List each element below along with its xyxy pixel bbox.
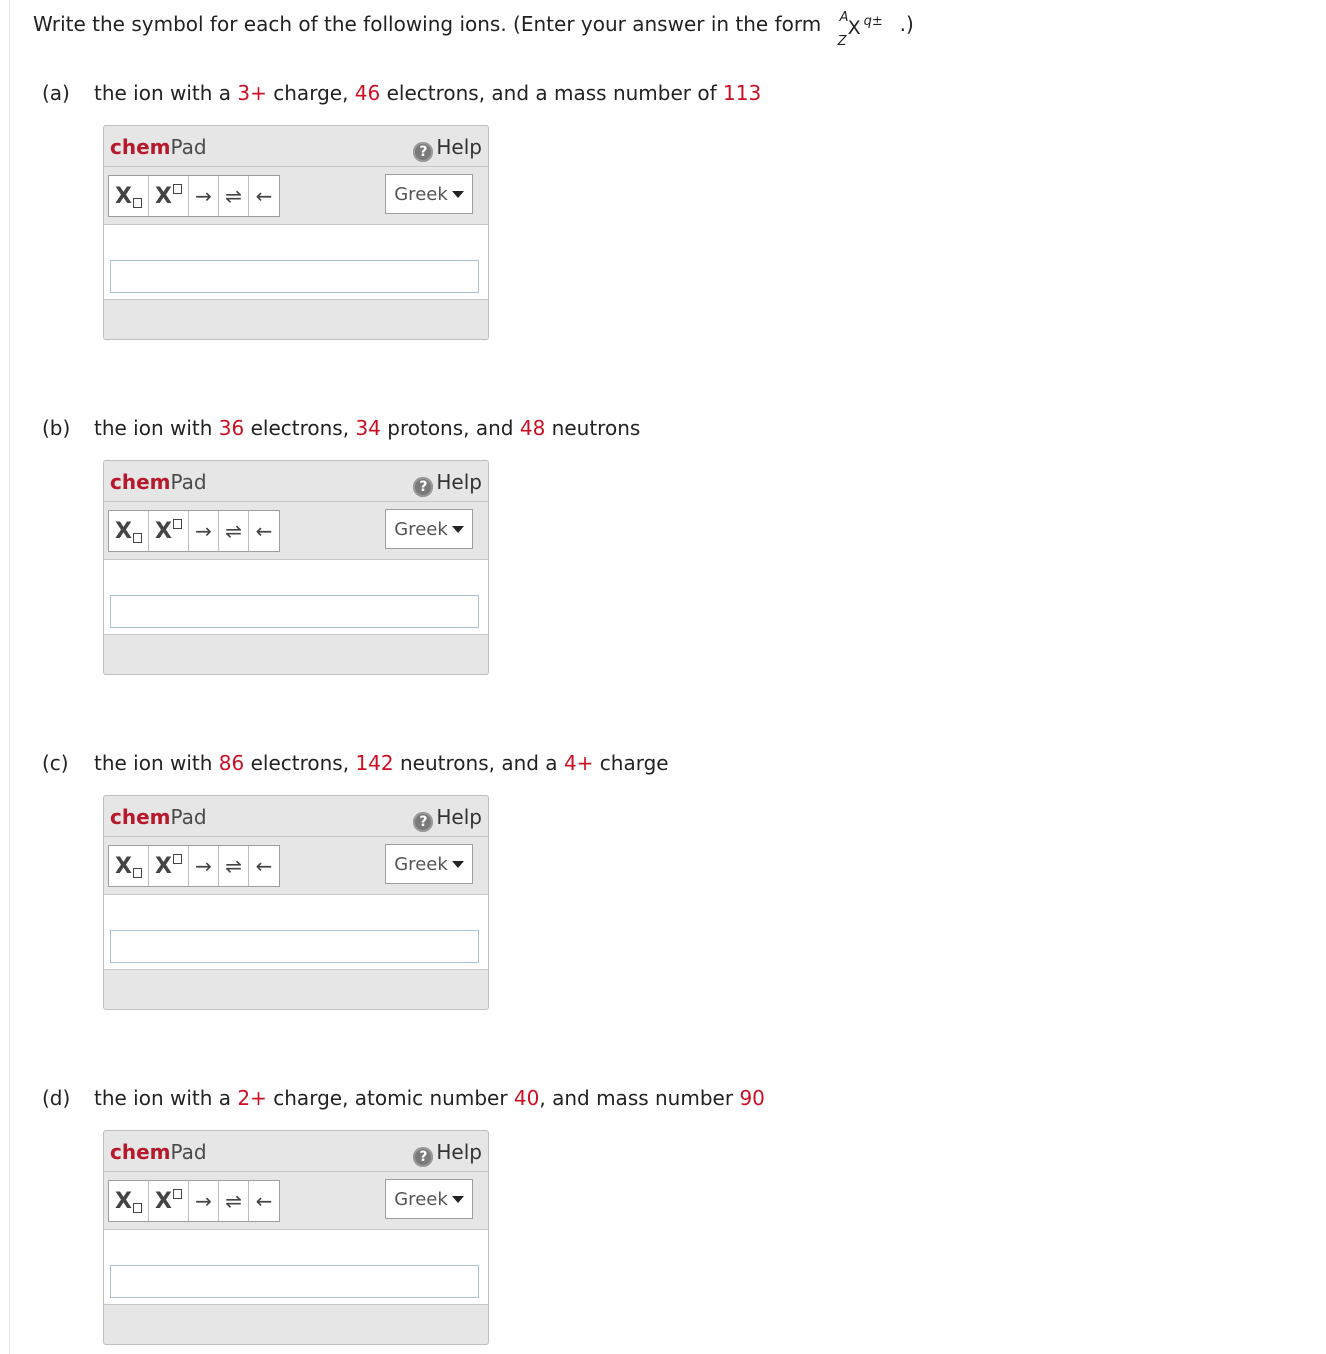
chempad-editor xyxy=(104,895,488,970)
chempad-title xyxy=(110,805,207,829)
chempad-pad: Pad xyxy=(170,470,207,494)
superscript-button[interactable] xyxy=(149,176,189,216)
superscript-label: X xyxy=(155,183,172,209)
chempad-toolbar xyxy=(104,837,488,895)
superscript-box-icon xyxy=(173,184,182,194)
subscript-box-icon xyxy=(133,198,142,208)
equilibrium-arrow-button[interactable]: ⇌ xyxy=(219,1181,249,1221)
question-c xyxy=(42,747,669,779)
chempad-editor xyxy=(104,1230,488,1305)
question-d xyxy=(42,1082,765,1114)
help-label: Help xyxy=(436,805,482,829)
instructions-suffix: .) xyxy=(899,12,914,36)
subscript-label: X xyxy=(115,183,132,209)
help-icon: ? xyxy=(413,812,433,832)
format-tool-group xyxy=(108,1180,280,1222)
caret-down-icon xyxy=(452,526,464,533)
subscript-button[interactable] xyxy=(109,846,149,886)
subscript-button[interactable] xyxy=(109,176,149,216)
question-text: , and mass number xyxy=(539,1086,740,1110)
question-value: 86 xyxy=(218,751,245,775)
greek-label: Greek xyxy=(394,183,448,205)
help-label: Help xyxy=(436,1140,482,1164)
part-label: (d) xyxy=(42,1086,71,1110)
question-value: 113 xyxy=(723,81,762,105)
superscript-button[interactable] xyxy=(149,846,189,886)
chempad-toolbar xyxy=(104,502,488,560)
question-value: 46 xyxy=(354,81,381,105)
equilibrium-arrow-button[interactable]: ⇌ xyxy=(219,176,249,216)
equilibrium-arrow-button[interactable]: ⇌ xyxy=(219,846,249,886)
chempad-header xyxy=(104,1131,488,1172)
left-arrow-button[interactable]: ← xyxy=(255,519,273,543)
question-text: electrons, xyxy=(244,416,356,440)
part-label: (a) xyxy=(42,81,70,105)
question-value: 90 xyxy=(739,1086,765,1110)
subscript-button[interactable] xyxy=(109,1181,149,1221)
right-arrow-button[interactable]: → xyxy=(189,176,219,216)
mass-number-symbol: A xyxy=(839,10,849,25)
chempad-title xyxy=(110,135,207,159)
equilibrium-arrow-button[interactable]: ⇌ xyxy=(219,511,249,551)
question-text: protons, and xyxy=(380,416,520,440)
chempad-toolbar xyxy=(104,1172,488,1230)
question-value: 2+ xyxy=(237,1086,267,1110)
superscript-label: X xyxy=(155,1188,172,1214)
superscript-box-icon xyxy=(173,519,182,529)
atomic-number-symbol: Z xyxy=(837,34,847,49)
chempad-title xyxy=(110,1140,207,1164)
charge-symbol: q± xyxy=(863,14,883,29)
subscript-label: X xyxy=(115,518,132,544)
question-value: 3+ xyxy=(237,81,267,105)
left-border xyxy=(9,0,10,1354)
question-text: charge, atomic number xyxy=(266,1086,514,1110)
question-text: the ion with a xyxy=(94,81,238,105)
chempad-a xyxy=(103,125,489,340)
question-value: 36 xyxy=(218,416,245,440)
chempad-pad: Pad xyxy=(170,1140,207,1164)
answer-input-a[interactable] xyxy=(110,260,479,293)
help-button[interactable] xyxy=(413,805,482,832)
format-tool-group xyxy=(108,510,280,552)
question-text: charge, xyxy=(266,81,355,105)
ion-form-notation xyxy=(828,8,900,49)
question-text: electrons, and a mass number of xyxy=(380,81,724,105)
greek-dropdown[interactable] xyxy=(385,844,473,884)
help-button[interactable] xyxy=(413,135,482,162)
chempad-pad: Pad xyxy=(170,805,207,829)
superscript-box-icon xyxy=(173,854,182,864)
caret-down-icon xyxy=(452,1196,464,1203)
part-label: (b) xyxy=(42,416,71,440)
answer-input-b[interactable] xyxy=(110,595,479,628)
chempad-c xyxy=(103,795,489,1010)
question-value: 142 xyxy=(355,751,394,775)
caret-down-icon xyxy=(452,191,464,198)
greek-label: Greek xyxy=(394,853,448,875)
question-value: 40 xyxy=(513,1086,540,1110)
greek-dropdown[interactable] xyxy=(385,509,473,549)
superscript-label: X xyxy=(155,853,172,879)
instructions xyxy=(33,8,914,49)
chempad-brand: chem xyxy=(110,135,171,159)
question-b xyxy=(42,412,640,444)
chempad-header xyxy=(104,126,488,167)
subscript-box-icon xyxy=(133,533,142,543)
question-value: 34 xyxy=(355,416,381,440)
answer-input-d[interactable] xyxy=(110,1265,479,1298)
chempad-brand: chem xyxy=(110,470,171,494)
question-a xyxy=(42,77,761,109)
greek-dropdown[interactable] xyxy=(385,1179,473,1219)
caret-down-icon xyxy=(452,861,464,868)
subscript-button[interactable] xyxy=(109,511,149,551)
superscript-box-icon xyxy=(173,1189,182,1199)
chempad-header xyxy=(104,796,488,837)
left-arrow-button[interactable]: ← xyxy=(255,1189,273,1213)
chempad-d xyxy=(103,1130,489,1345)
help-icon: ? xyxy=(413,1147,433,1167)
part-label: (c) xyxy=(42,751,69,775)
greek-label: Greek xyxy=(394,1188,448,1210)
subscript-box-icon xyxy=(133,868,142,878)
subscript-label: X xyxy=(115,1188,132,1214)
chempad-header xyxy=(104,461,488,502)
question-text: the ion with xyxy=(94,416,219,440)
question-text: the ion with a xyxy=(94,1086,238,1110)
superscript-label: X xyxy=(155,518,172,544)
chempad-toolbar xyxy=(104,167,488,225)
superscript-button[interactable] xyxy=(149,511,189,551)
left-arrow-button[interactable]: ← xyxy=(255,854,273,878)
greek-label: Greek xyxy=(394,518,448,540)
right-arrow-button[interactable]: → xyxy=(189,511,219,551)
answer-input-c[interactable] xyxy=(110,930,479,963)
chempad-pad: Pad xyxy=(170,135,207,159)
chempad-brand: chem xyxy=(110,1140,171,1164)
question-text: neutrons, and a xyxy=(393,751,564,775)
instructions-text: Write the symbol for each of the following ions. (Enter your answer in the form xyxy=(33,12,828,36)
help-icon: ? xyxy=(413,142,433,162)
right-arrow-button[interactable]: → xyxy=(189,1181,219,1221)
help-label: Help xyxy=(436,135,482,159)
chempad-brand: chem xyxy=(110,805,171,829)
help-label: Help xyxy=(436,470,482,494)
superscript-button[interactable] xyxy=(149,1181,189,1221)
chempad-b xyxy=(103,460,489,675)
subscript-label: X xyxy=(115,853,132,879)
question-value: 48 xyxy=(519,416,546,440)
chempad-editor xyxy=(104,225,488,300)
greek-dropdown[interactable] xyxy=(385,174,473,214)
question-value: 4+ xyxy=(563,751,594,775)
help-button[interactable] xyxy=(413,470,482,497)
help-button[interactable] xyxy=(413,1140,482,1167)
question-text: charge xyxy=(593,751,669,775)
element-symbol: X xyxy=(847,17,861,39)
subscript-box-icon xyxy=(133,1203,142,1213)
format-tool-group xyxy=(108,845,280,887)
left-arrow-button[interactable]: ← xyxy=(255,184,273,208)
help-icon: ? xyxy=(413,477,433,497)
chempad-editor xyxy=(104,560,488,635)
question-text: the ion with xyxy=(94,751,219,775)
right-arrow-button[interactable]: → xyxy=(189,846,219,886)
format-tool-group xyxy=(108,175,280,217)
question-text: electrons, xyxy=(244,751,356,775)
chempad-title xyxy=(110,470,207,494)
question-text: neutrons xyxy=(545,416,641,440)
